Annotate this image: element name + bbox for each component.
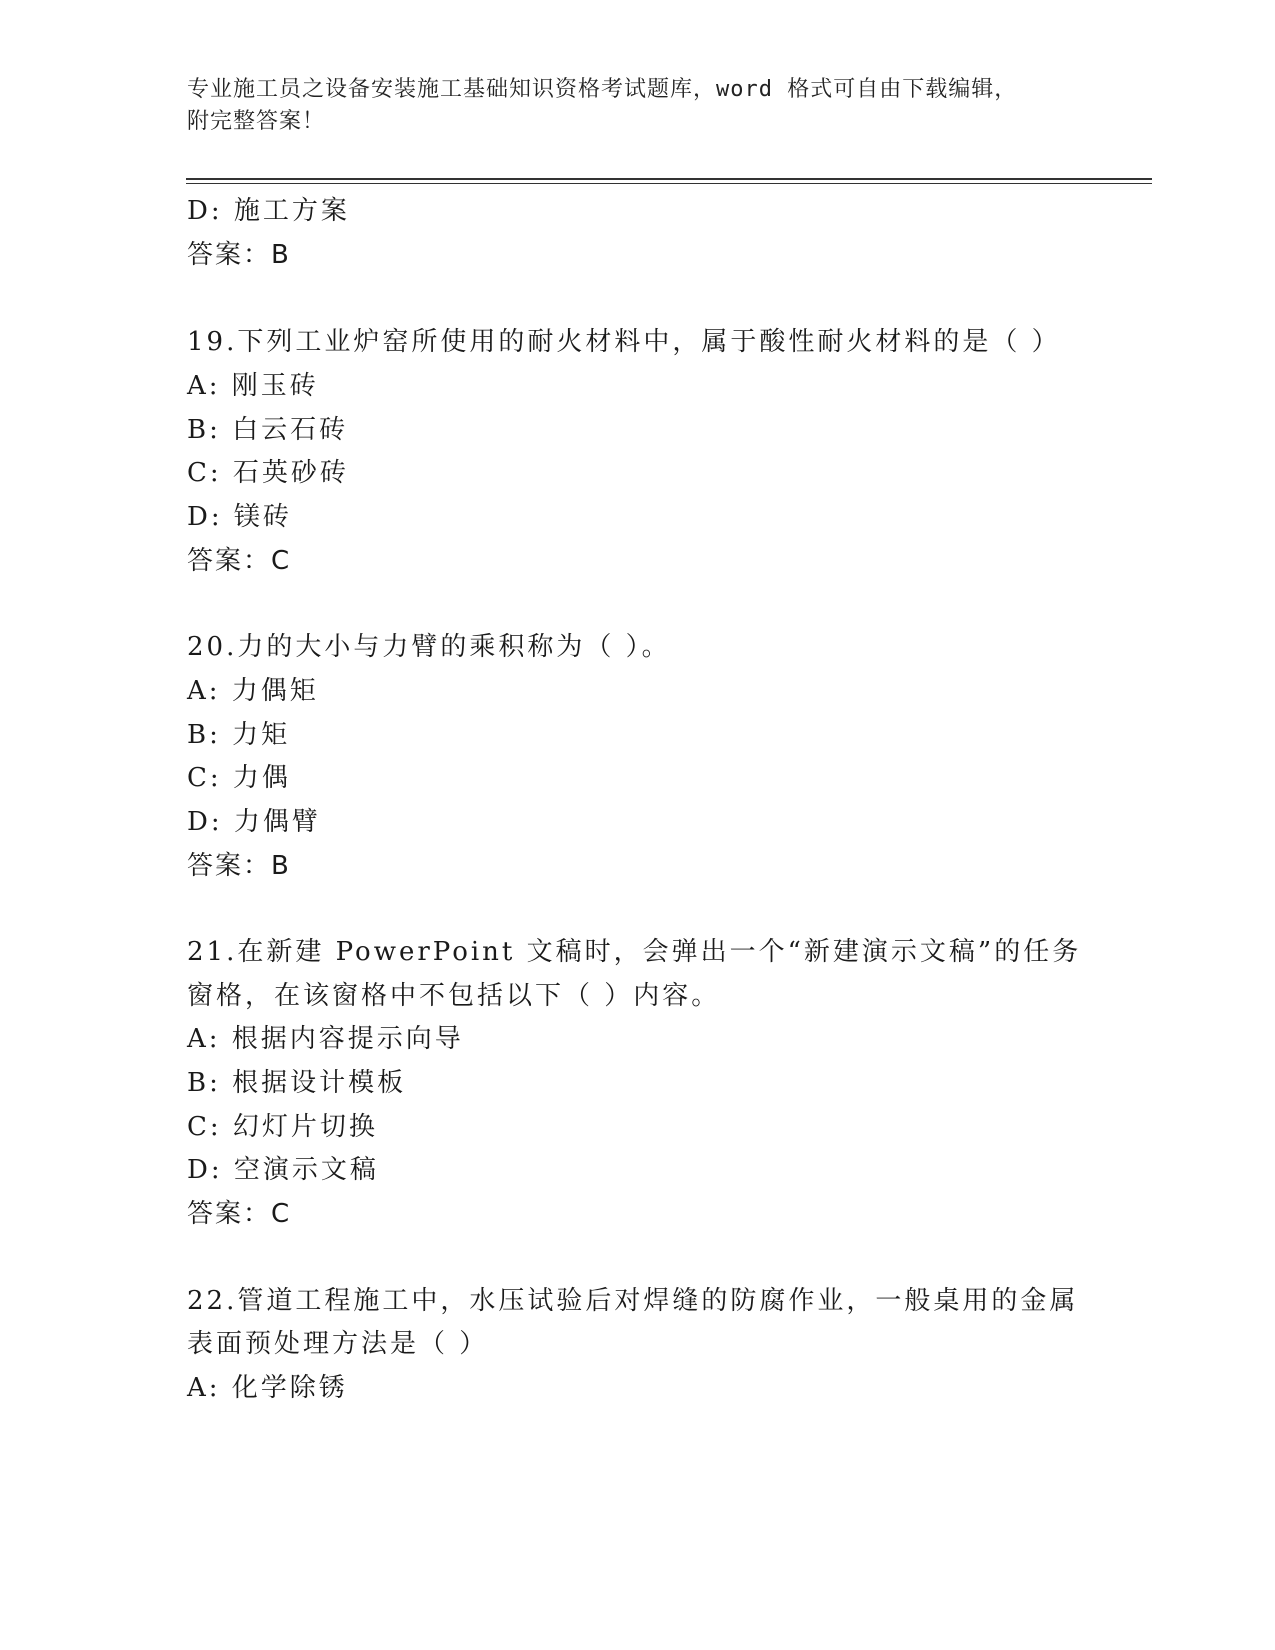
header-line-2: 附完整答案！ bbox=[187, 109, 326, 134]
q19-option-c: C: 石英砂砖 bbox=[187, 458, 349, 488]
prev-answer: 答案：B bbox=[187, 240, 291, 270]
q20-option-a: A: 力偶矩 bbox=[187, 676, 319, 706]
q21-stem-line-1: 21.在新建 PowerPoint 文稿时，会弹出一个“新建演示文稿”的任务 bbox=[187, 937, 1082, 967]
q20-answer: 答案：B bbox=[187, 851, 291, 881]
q21-option-d: D: 空演示文稿 bbox=[187, 1155, 379, 1185]
q19-answer: 答案：C bbox=[187, 546, 292, 576]
document-header bbox=[187, 74, 1087, 138]
header-line-1: 专业施工员之设备安装施工基础知识资格考试题库，word 格式可自由下载编辑， bbox=[187, 77, 1018, 102]
q22-stem-line-2: 表面预处理方法是（ ） bbox=[187, 1329, 489, 1359]
q20-option-d: D: 力偶臂 bbox=[187, 807, 321, 837]
q20-stem: 20.力的大小与力臂的乘积称为（ ）。 bbox=[187, 632, 671, 662]
header-divider bbox=[186, 178, 1152, 180]
q21-stem-line-2: 窗格，在该窗格中不包括以下（ ）内容。 bbox=[187, 981, 721, 1011]
prev-option-d: D: 施工方案 bbox=[187, 196, 350, 226]
q21-option-c: C: 幻灯片切换 bbox=[187, 1112, 378, 1142]
q21-option-b: B: 根据设计模板 bbox=[187, 1068, 407, 1098]
q19-option-b: B: 白云石砖 bbox=[187, 415, 349, 445]
q19-stem: 19.下列工业炉窑所使用的耐火材料中，属于酸性耐火材料的是（ ） bbox=[187, 327, 1061, 357]
q21-answer: 答案：C bbox=[187, 1199, 292, 1229]
q19-option-a: A: 刚玉砖 bbox=[187, 371, 319, 401]
header-divider-thin bbox=[186, 183, 1152, 184]
q19-option-d: D: 镁砖 bbox=[187, 502, 292, 532]
q22-stem-line-1: 22.管道工程施工中，水压试验后对焊缝的防腐作业，一般桌用的金属 bbox=[187, 1286, 1079, 1316]
q21-option-a: A: 根据内容提示向导 bbox=[187, 1024, 464, 1054]
q22-option-a: A: 化学除锈 bbox=[187, 1373, 348, 1403]
q20-option-b: B: 力矩 bbox=[187, 720, 291, 750]
q20-option-c: C: 力偶 bbox=[187, 763, 291, 793]
